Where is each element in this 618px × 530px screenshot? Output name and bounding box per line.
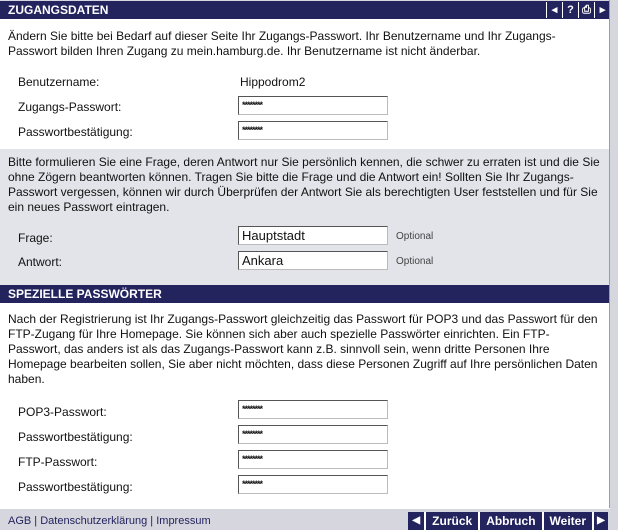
access-data-panel xyxy=(0,19,610,149)
ftp-password-input[interactable]: ******** xyxy=(238,450,388,469)
privacy-link[interactable]: Datenschutzerklärung xyxy=(40,515,148,527)
back-arrow-icon[interactable]: ◀ xyxy=(408,512,424,530)
question-optional-note: Optional xyxy=(396,231,434,242)
username-label: Benutzername: xyxy=(18,75,100,89)
pop3-password-input[interactable]: ******** xyxy=(238,400,388,419)
question-label: Frage: xyxy=(18,231,53,245)
password-confirm-input[interactable]: ******** xyxy=(238,121,388,140)
print-icon[interactable]: ⎙ xyxy=(578,2,594,18)
header-nav-buttons xyxy=(546,2,610,18)
cancel-button[interactable]: Abbruch xyxy=(478,512,541,530)
password-confirm-label: Passwortbestätigung: xyxy=(18,125,133,139)
pop3-confirm-input[interactable]: ******** xyxy=(238,425,388,444)
password-input[interactable]: ******** xyxy=(238,96,388,115)
next-arrow-icon[interactable]: ▶ xyxy=(592,512,608,530)
back-button[interactable]: Zurück xyxy=(424,512,478,530)
help-icon[interactable]: ? xyxy=(562,2,578,18)
section-title: ZUGANGSDATEN xyxy=(8,3,109,17)
answer-optional-note: Optional xyxy=(396,256,434,267)
footer-links xyxy=(8,515,211,527)
pop3-password-label: POP3-Passwort: xyxy=(18,405,107,419)
username-value: Hippodrom2 xyxy=(240,75,306,89)
section-title: SPEZIELLE PASSWÖRTER xyxy=(8,287,162,301)
ftp-confirm-label: Passwortbestätigung: xyxy=(18,480,133,494)
prev-page-icon[interactable]: ◂ xyxy=(546,2,562,18)
question-input[interactable]: Hauptstadt xyxy=(238,226,388,245)
link-separator: | xyxy=(150,515,154,527)
next-page-icon[interactable]: ▸ xyxy=(594,2,610,18)
imprint-link[interactable]: Impressum xyxy=(156,515,211,527)
security-question-panel xyxy=(0,149,610,285)
answer-input[interactable]: Ankara xyxy=(238,251,388,270)
access-data-intro: Ändern Sie bitte bei Bedarf auf dieser Seite Ihr Zugangs-Passwort. Ihr Benutzername und Ihr Zugangs-Passwort bilden Ihren Zugang zu mein.hamburg.de. Ihr Benutzername ist nicht änderbar. xyxy=(8,29,556,58)
link-separator: | xyxy=(34,515,38,527)
ftp-confirm-input[interactable]: ******** xyxy=(238,475,388,494)
next-button[interactable]: Weiter xyxy=(542,512,592,530)
answer-label: Antwort: xyxy=(18,255,63,269)
security-intro: Bitte formulieren Sie eine Frage, deren Antwort nur Sie persönlich kennen, die schwer zu erraten ist und die Sie ohne Zögern beantworten können. Tragen Sie bitte die Frage und die Antwort ein! Sollten Sie Ihr Zugangs-Passwort vergessen, können wir durch Überprüfen der Antwort Sie als berechtigten User feststellen und für Sie ein neues Passwort eintragen. xyxy=(8,155,600,214)
ftp-password-label: FTP-Passwort: xyxy=(18,455,98,469)
content-right-border xyxy=(609,0,610,508)
special-passwords-panel xyxy=(0,303,610,509)
footer xyxy=(0,511,618,530)
special-passwords-intro: Nach der Registrierung ist Ihr Zugangs-Passwort gleichzeitig das Passwort für POP3 und das Passwort für den FTP-Zugang für Ihre Homepage. Sie können sich aber auch spezielle Passwörter einrichten. Ein FTP-Passwort, das anders ist als das Zugangs-Passwort kann z.B. sinnvoll sein, wenn dritte Personen Ihre Homepage bearbeiten sollen, Sie aber nicht möchten, dass diese Personen Zugriff auf Ihre persönlichen Daten haben. xyxy=(8,312,598,386)
pop3-confirm-label: Passwortbestätigung: xyxy=(18,430,133,444)
section-header-zugangsdaten xyxy=(0,1,610,19)
agb-link[interactable]: AGB xyxy=(8,515,32,527)
footer-button-bar xyxy=(408,512,608,530)
section-header-special-passwords xyxy=(0,285,610,303)
password-label: Zugangs-Passwort: xyxy=(18,100,122,114)
